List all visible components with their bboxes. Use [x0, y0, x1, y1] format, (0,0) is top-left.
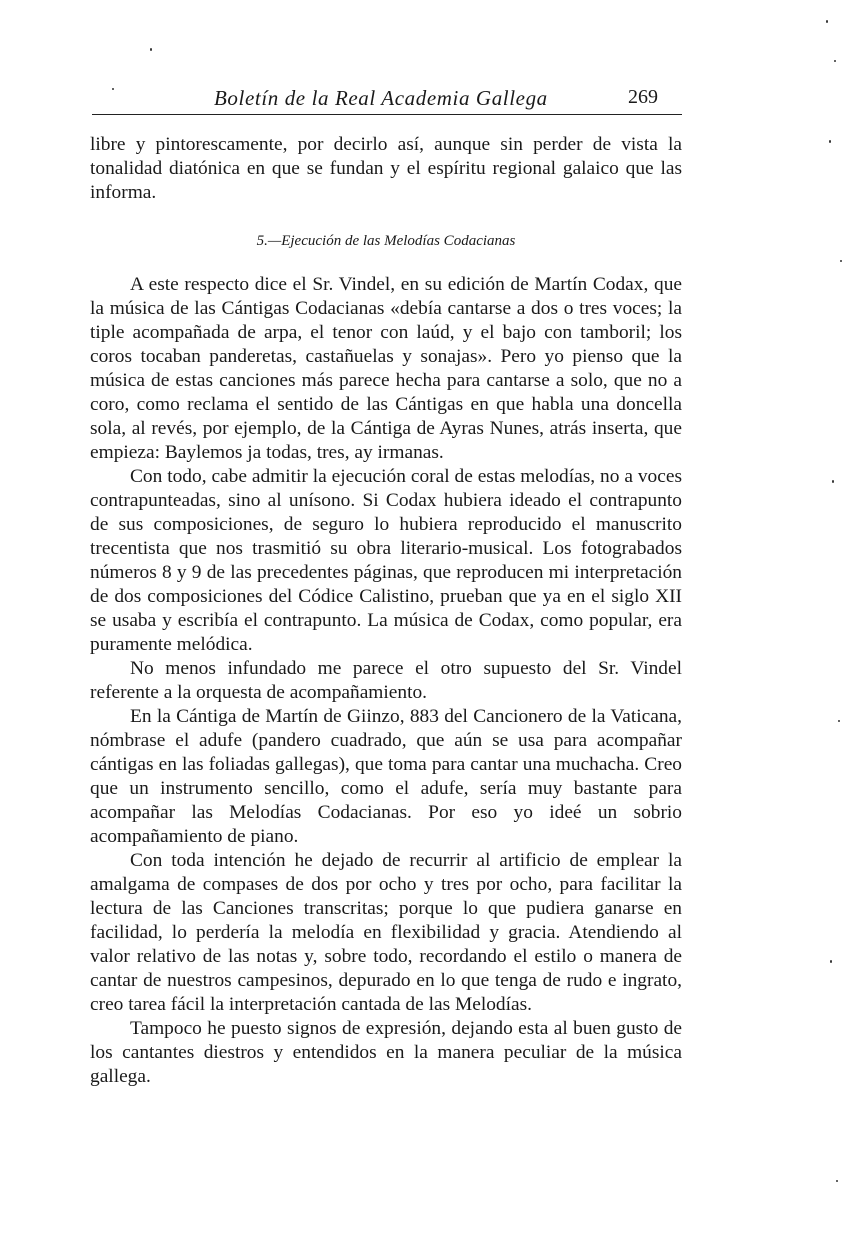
scan-speck — [112, 88, 114, 90]
scan-speck — [834, 60, 836, 62]
scan-speck — [840, 260, 842, 262]
section-heading: 5.—Ejecución de las Melodías Codacianas — [256, 233, 516, 249]
scan-speck — [826, 20, 828, 23]
scan-speck — [832, 480, 834, 483]
paragraph: A este respecto dice el Sr. Vindel, en su edición de Martín Codax, que la música de las Cántigas Codacianas «debía cantarse a dos o tres voces; la tiple acompañada de arpa, el tenor con laúd, y el bajo con tamboril; los coros tocaban panderetas, castañuelas y sonajas». Pero yo pienso que la música de estas canciones más parece hecha para cantarse a solo, que no a coro, como reclama el sentido de las Cántigas en que habla una doncella sola, al revés, por ejemplo, de la Cántiga de Ayras Nunes, atrás inserta, que empieza: Baylemos ja todas, tres, ay irmanas. — [90, 274, 682, 463]
running-header — [92, 82, 682, 115]
scan-speck — [838, 720, 840, 722]
paragraph-continued: libre y pintorescamente, por decirlo así, aunque sin perder de vista la tonalidad diatónica en que se fundan y el espíritu regional galaico que las informa. — [90, 134, 682, 203]
scan-speck — [829, 140, 831, 143]
paragraph: Con toda intención he dejado de recurrir al artificio de emplear la amalgama de compases de dos por ocho y tres por ocho, para facilitar la lectura de las Canciones transcritas; porque lo que pudiera ganarse en facilidad, lo perdería la melodía en flexibilidad y gracia. Atendiendo al valor relativo de las notas y, sobre todo, recordando el estilo o manera de cantar de nuestros campesinos, depurado en lo que tenga de rudo e ingrato, creo tarea fácil la interpretación cantada de las Melodías. — [90, 850, 682, 1015]
scan-speck — [830, 960, 832, 963]
paragraph: No menos infundado me parece el otro supuesto del Sr. Vindel referente a la orquesta de acompañamiento. — [90, 658, 682, 703]
body-text-main — [90, 273, 682, 1089]
running-title: Boletín de la Real Academia Gallega — [214, 86, 548, 110]
scan-speck — [836, 1180, 838, 1182]
paragraph: En la Cántiga de Martín de Giinzo, 883 del Cancionero de la Vaticana, nómbrase el adufe (pandero cuadrado, que aún se usa para acompañar cántigas en las foliadas gallegas), que toma para cantar una muchacha. Creo que un instrumento sencillo, como el adufe, sería muy bastante para acompañar las Melodías Codacianas. Por eso yo ideé un sobrio acompañamiento de piano. — [90, 706, 682, 847]
paragraph: Con todo, cabe admitir la ejecución coral de estas melodías, no a voces contrapunteadas, sino al unísono. Si Codax hubiera ideado el contrapunto de sus composiciones, de seguro lo hubiera reproducido el manuscrito trecentista que nos trasmitió su obra literario-musical. Los fotograbados números 8 y 9 de las precedentes páginas, que reproducen mi interpretación de dos composiciones del Códice Calistino, prueban que ya en el siglo XII se usaba y escribía el contrapunto. La música de Codax, como popular, era puramente melódica. — [90, 466, 682, 655]
paragraph: Tampoco he puesto signos de expresión, dejando esta al buen gusto de los cantantes diestros y entendidos en la manera peculiar de la música gallega. — [90, 1018, 682, 1087]
body-text-top — [90, 133, 682, 205]
page-number: 269 — [628, 86, 658, 108]
scan-speck — [150, 48, 152, 51]
